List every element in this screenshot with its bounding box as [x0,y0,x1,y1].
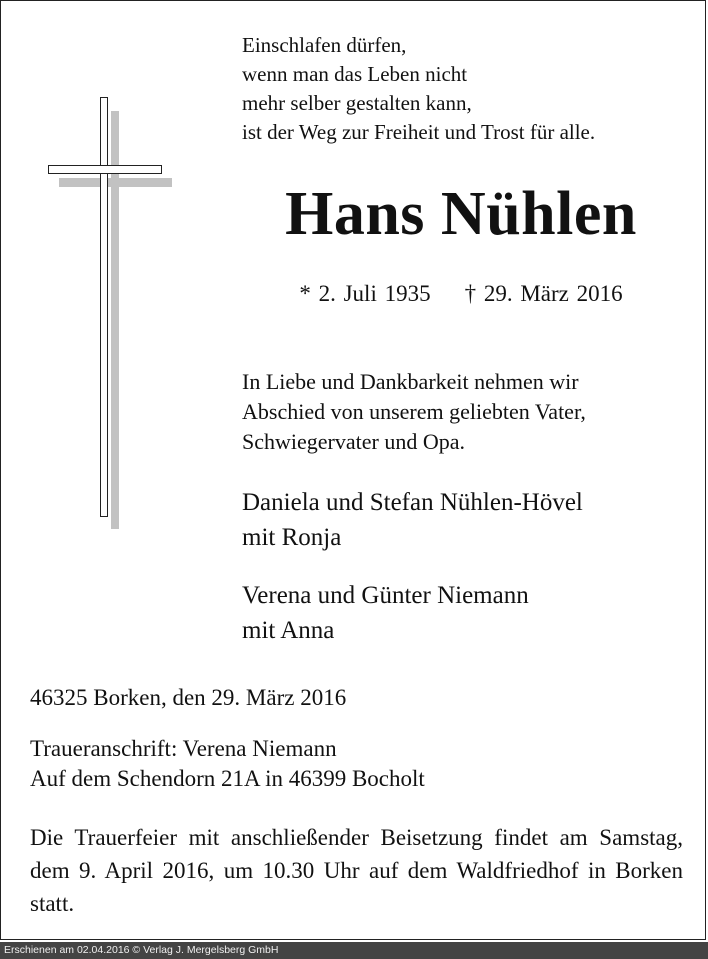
funeral-ceremony-info: Die Trauerfeier mit anschließender Beisetzung findet am Samstag, dem 9. April 2016, um 10.30 Uhr auf dem Waldfriedhof in Borken statt. [30,825,683,916]
poem-text: Einschlafen dürfen, wenn man das Leben nicht mehr selber gestalten kann, ist der Weg zur Freiheit und Trost für alle. [242,33,596,144]
death-date: † 29. März 2016 [464,281,623,306]
place-and-date: 46325 Borken, den 29. März 2016 [30,685,347,710]
family-member-group: Daniela und Stefan Nühlen-Hövel mit Ronja [242,489,583,551]
family-member-group: Verena und Günter Niemann mit Anna [242,582,529,644]
condolence-address: Traueranschrift: Verena Niemann Auf dem Schendorn 21A in 46399 Bocholt [30,736,425,791]
deceased-name: Hans Nühlen [285,180,637,248]
life-dates [241,279,681,309]
birth-date: * 2. Juli 1935 [299,281,431,306]
cross-icon [1,1,201,541]
publication-footer: Erschienen am 02.04.2016 © Verlag J. Mergelsberg GmbH [0,942,708,959]
farewell-text: In Liebe und Dankbarkeit nehmen wir Abschied von unserem geliebten Vater, Schwiegervater und Opa. [242,369,586,454]
